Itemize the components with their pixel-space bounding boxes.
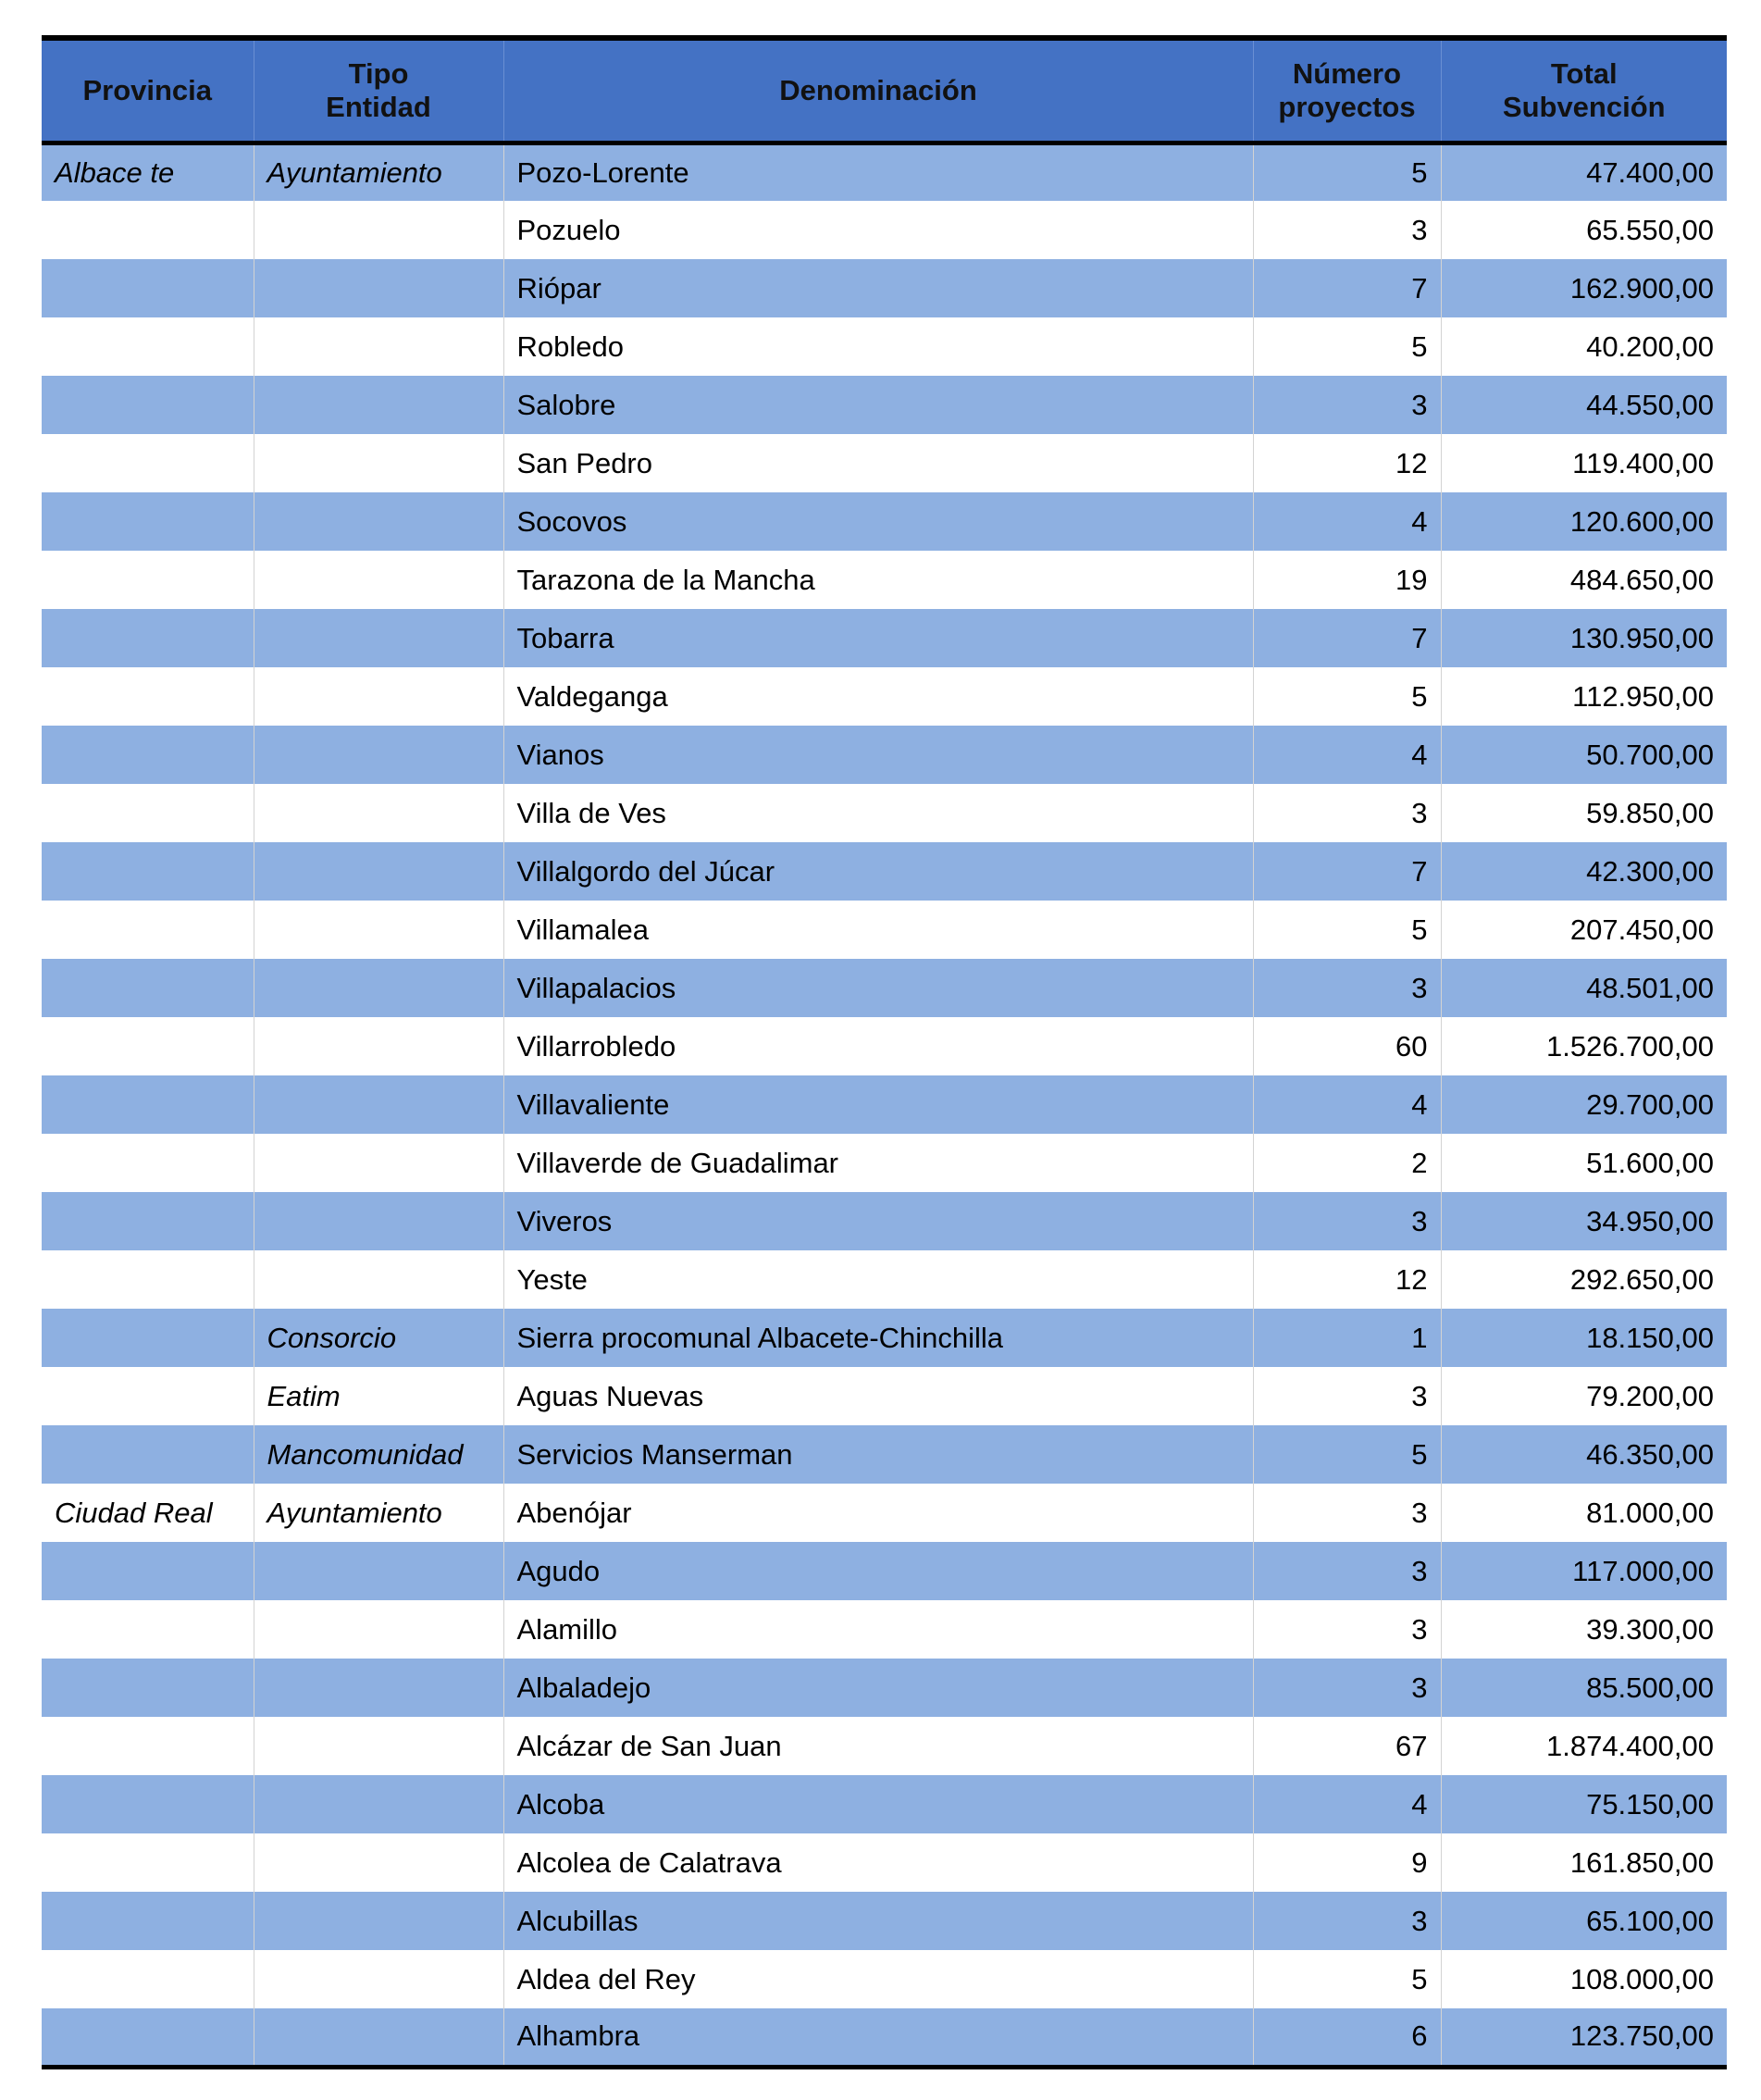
cell-provincia [42,1659,254,1717]
header-row [42,38,1727,143]
header-denominacion [503,38,1253,143]
cell-total-subvencion: 40.200,00 [1441,317,1727,376]
cell-total-subvencion: 85.500,00 [1441,1659,1727,1717]
cell-total-subvencion: 46.350,00 [1441,1425,1727,1484]
cell-denominacion: Agudo [503,1542,1253,1600]
table-row [42,842,1727,901]
table-row [42,492,1727,551]
table-row [42,1717,1727,1775]
cell-denominacion: Villa de Ves [503,784,1253,842]
cell-numero-proyectos: 7 [1253,842,1441,901]
cell-total-subvencion: 50.700,00 [1441,726,1727,784]
table-row [42,609,1727,667]
cell-provincia: Ciudad Real [42,1484,254,1542]
cell-numero-proyectos: 3 [1253,959,1441,1017]
cell-tipo-entidad [254,1833,503,1892]
cell-total-subvencion: 1.526.700,00 [1441,1017,1727,1075]
table-row [42,376,1727,434]
cell-denominacion: Tarazona de la Mancha [503,551,1253,609]
header-total-subvencion [1441,38,1727,143]
cell-numero-proyectos: 3 [1253,1192,1441,1250]
cell-numero-proyectos: 3 [1253,1542,1441,1600]
cell-provincia [42,1542,254,1600]
cell-numero-proyectos: 4 [1253,1775,1441,1833]
table-row [42,1367,1727,1425]
cell-denominacion: Alhambra [503,2008,1253,2067]
table-row [42,317,1727,376]
cell-total-subvencion: 130.950,00 [1441,609,1727,667]
cell-provincia [42,1367,254,1425]
cell-numero-proyectos: 3 [1253,1367,1441,1425]
cell-total-subvencion: 81.000,00 [1441,1484,1727,1542]
cell-denominacion: Viveros [503,1192,1253,1250]
table-row [42,1542,1727,1600]
cell-provincia [42,376,254,434]
cell-provincia [42,492,254,551]
cell-tipo-entidad [254,376,503,434]
header-numero-proyectos [1253,38,1441,143]
cell-total-subvencion: 162.900,00 [1441,259,1727,317]
cell-provincia [42,1833,254,1892]
header-numero-proyectos-line1: Número [1292,56,1402,90]
cell-denominacion: Villamalea [503,901,1253,959]
cell-provincia [42,551,254,609]
cell-tipo-entidad [254,1134,503,1192]
subsidy-table [42,35,1727,2069]
table-row [42,784,1727,842]
cell-tipo-entidad [254,959,503,1017]
cell-tipo-entidad [254,492,503,551]
cell-provincia [42,1425,254,1484]
cell-tipo-entidad [254,842,503,901]
table-row [42,1892,1727,1950]
cell-tipo-entidad [254,1950,503,2008]
table-row [42,1075,1727,1134]
cell-total-subvencion: 117.000,00 [1441,1542,1727,1600]
table-row [42,901,1727,959]
cell-provincia [42,434,254,492]
cell-numero-proyectos: 3 [1253,1892,1441,1950]
cell-provincia [42,1192,254,1250]
cell-numero-proyectos: 6 [1253,2008,1441,2067]
cell-provincia [42,1250,254,1309]
table-row [42,959,1727,1017]
cell-provincia [42,1017,254,1075]
cell-total-subvencion: 292.650,00 [1441,1250,1727,1309]
table-row [42,434,1727,492]
header-provincia [42,38,254,143]
cell-total-subvencion: 39.300,00 [1441,1600,1727,1659]
cell-provincia [42,1600,254,1659]
cell-provincia [42,901,254,959]
cell-provincia [42,667,254,726]
cell-provincia [42,1950,254,2008]
cell-denominacion: Pozuelo [503,201,1253,259]
cell-provincia [42,1134,254,1192]
cell-denominacion: Alcolea de Calatrava [503,1833,1253,1892]
cell-numero-proyectos: 7 [1253,259,1441,317]
cell-numero-proyectos: 5 [1253,317,1441,376]
cell-total-subvencion: 112.950,00 [1441,667,1727,726]
cell-tipo-entidad [254,259,503,317]
cell-denominacion: Alamillo [503,1600,1253,1659]
cell-numero-proyectos: 2 [1253,1134,1441,1192]
table-row [42,551,1727,609]
cell-denominacion: Aguas Nuevas [503,1367,1253,1425]
cell-provincia [42,959,254,1017]
table-row [42,1775,1727,1833]
cell-tipo-entidad [254,901,503,959]
table-row [42,1017,1727,1075]
header-tipo-entidad [254,38,503,143]
cell-total-subvencion: 59.850,00 [1441,784,1727,842]
cell-denominacion: Sierra procomunal Albacete-Chinchilla [503,1309,1253,1367]
cell-denominacion: Pozo-Lorente [503,143,1253,201]
header-denominacion-label: Denominación [779,73,977,106]
cell-numero-proyectos: 9 [1253,1833,1441,1892]
cell-tipo-entidad [254,726,503,784]
cell-total-subvencion: 48.501,00 [1441,959,1727,1017]
cell-tipo-entidad [254,317,503,376]
cell-denominacion: Aldea del Rey [503,1950,1253,2008]
cell-provincia [42,609,254,667]
cell-numero-proyectos: 5 [1253,1950,1441,2008]
cell-numero-proyectos: 3 [1253,784,1441,842]
cell-denominacion: Alcázar de San Juan [503,1717,1253,1775]
cell-total-subvencion: 29.700,00 [1441,1075,1727,1134]
cell-total-subvencion: 1.874.400,00 [1441,1717,1727,1775]
cell-numero-proyectos: 4 [1253,492,1441,551]
table-row [42,726,1727,784]
cell-tipo-entidad [254,1192,503,1250]
cell-provincia [42,1892,254,1950]
cell-tipo-entidad [254,1075,503,1134]
cell-provincia [42,1775,254,1833]
header-numero-proyectos-line2: proyectos [1278,90,1416,123]
cell-denominacion: Riópar [503,259,1253,317]
table-row [42,1950,1727,2008]
cell-tipo-entidad [254,434,503,492]
cell-total-subvencion: 51.600,00 [1441,1134,1727,1192]
cell-tipo-entidad: Ayuntamiento [254,143,503,201]
cell-denominacion: Salobre [503,376,1253,434]
cell-denominacion: Villaverde de Guadalimar [503,1134,1253,1192]
cell-numero-proyectos: 1 [1253,1309,1441,1367]
table-row [42,1600,1727,1659]
cell-tipo-entidad [254,609,503,667]
cell-denominacion: Abenójar [503,1484,1253,1542]
cell-denominacion: Villarrobledo [503,1017,1253,1075]
cell-denominacion: Vianos [503,726,1253,784]
cell-numero-proyectos: 4 [1253,1075,1441,1134]
table-row [42,1192,1727,1250]
cell-tipo-entidad [254,784,503,842]
table-row [42,201,1727,259]
cell-provincia [42,1309,254,1367]
cell-tipo-entidad [254,1542,503,1600]
table-row [42,259,1727,317]
table-row [42,2008,1727,2067]
cell-tipo-entidad [254,1717,503,1775]
cell-tipo-entidad [254,551,503,609]
header-provincia-label: Provincia [82,73,213,106]
cell-provincia [42,201,254,259]
cell-total-subvencion: 123.750,00 [1441,2008,1727,2067]
cell-total-subvencion: 34.950,00 [1441,1192,1727,1250]
cell-denominacion: Alcubillas [503,1892,1253,1950]
cell-tipo-entidad: Mancomunidad [254,1425,503,1484]
table-row [42,1659,1727,1717]
cell-denominacion: Tobarra [503,609,1253,667]
cell-denominacion: Villapalacios [503,959,1253,1017]
cell-numero-proyectos: 3 [1253,1600,1441,1659]
table-row [42,1484,1727,1542]
cell-total-subvencion: 44.550,00 [1441,376,1727,434]
cell-tipo-entidad: Ayuntamiento [254,1484,503,1542]
header-total-subvencion-line1: Total [1550,56,1618,90]
table-row [42,1134,1727,1192]
header-total-subvencion-line2: Subvención [1502,90,1666,123]
cell-denominacion: Villalgordo del Júcar [503,842,1253,901]
cell-numero-proyectos: 5 [1253,901,1441,959]
cell-denominacion: Villavaliente [503,1075,1253,1134]
cell-numero-proyectos: 60 [1253,1017,1441,1075]
cell-provincia [42,726,254,784]
cell-total-subvencion: 65.100,00 [1441,1892,1727,1950]
cell-tipo-entidad [254,667,503,726]
cell-denominacion: Robledo [503,317,1253,376]
cell-denominacion: San Pedro [503,434,1253,492]
cell-total-subvencion: 79.200,00 [1441,1367,1727,1425]
cell-denominacion: Servicios Manserman [503,1425,1253,1484]
cell-numero-proyectos: 3 [1253,376,1441,434]
table-header [42,38,1727,143]
cell-numero-proyectos: 3 [1253,1484,1441,1542]
table-body [42,143,1727,2067]
cell-tipo-entidad [254,1775,503,1833]
cell-total-subvencion: 119.400,00 [1441,434,1727,492]
cell-total-subvencion: 65.550,00 [1441,201,1727,259]
cell-denominacion: Albaladejo [503,1659,1253,1717]
cell-total-subvencion: 75.150,00 [1441,1775,1727,1833]
cell-numero-proyectos: 5 [1253,143,1441,201]
cell-numero-proyectos: 12 [1253,434,1441,492]
table-row [42,1309,1727,1367]
cell-provincia [42,784,254,842]
cell-total-subvencion: 207.450,00 [1441,901,1727,959]
cell-total-subvencion: 108.000,00 [1441,1950,1727,2008]
cell-provincia: Albace te [42,143,254,201]
cell-numero-proyectos: 19 [1253,551,1441,609]
cell-numero-proyectos: 67 [1253,1717,1441,1775]
cell-numero-proyectos: 12 [1253,1250,1441,1309]
cell-numero-proyectos: 4 [1253,726,1441,784]
cell-tipo-entidad [254,201,503,259]
cell-tipo-entidad: Consorcio [254,1309,503,1367]
table-row [42,143,1727,201]
cell-denominacion: Alcoba [503,1775,1253,1833]
table-row [42,1833,1727,1892]
cell-denominacion: Valdeganga [503,667,1253,726]
cell-numero-proyectos: 7 [1253,609,1441,667]
cell-total-subvencion: 161.850,00 [1441,1833,1727,1892]
cell-tipo-entidad [254,1600,503,1659]
cell-tipo-entidad [254,1017,503,1075]
cell-numero-proyectos: 5 [1253,1425,1441,1484]
table-row [42,1250,1727,1309]
cell-total-subvencion: 42.300,00 [1441,842,1727,901]
cell-numero-proyectos: 5 [1253,667,1441,726]
cell-total-subvencion: 47.400,00 [1441,143,1727,201]
cell-provincia [42,317,254,376]
header-tipo-entidad-line1: Tipo [348,56,409,90]
cell-denominacion: Socovos [503,492,1253,551]
cell-provincia [42,1717,254,1775]
header-tipo-entidad-line2: Entidad [326,90,431,123]
table-row [42,667,1727,726]
cell-tipo-entidad [254,1250,503,1309]
cell-provincia [42,259,254,317]
cell-tipo-entidad [254,2008,503,2067]
cell-total-subvencion: 120.600,00 [1441,492,1727,551]
cell-tipo-entidad [254,1892,503,1950]
cell-provincia [42,1075,254,1134]
cell-tipo-entidad [254,1659,503,1717]
cell-denominacion: Yeste [503,1250,1253,1309]
table-row [42,1425,1727,1484]
cell-numero-proyectos: 3 [1253,1659,1441,1717]
cell-total-subvencion: 484.650,00 [1441,551,1727,609]
cell-provincia [42,2008,254,2067]
cell-tipo-entidad: Eatim [254,1367,503,1425]
cell-total-subvencion: 18.150,00 [1441,1309,1727,1367]
cell-provincia [42,842,254,901]
cell-numero-proyectos: 3 [1253,201,1441,259]
